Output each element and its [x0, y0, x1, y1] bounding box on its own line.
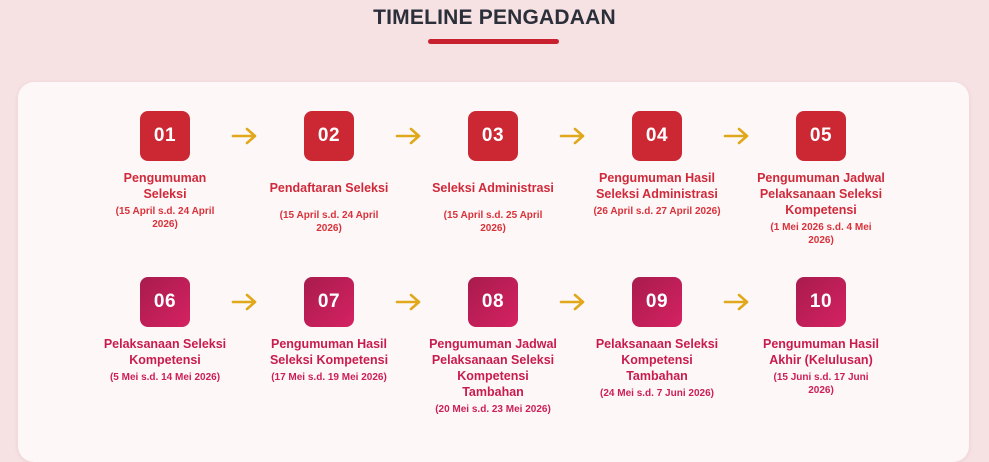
arrow-right-icon	[395, 292, 423, 312]
timeline-step-03	[423, 111, 563, 235]
arrow-right-icon	[723, 126, 751, 146]
step-number-badge: 07	[304, 277, 354, 327]
step-title: Pengumuman Jadwal Pelaksanaan Seleksi Kompetensi Tambahan	[429, 337, 557, 399]
step-title: Pelaksanaan Seleksi Kompetensi Tambahan	[595, 337, 719, 383]
step-title: Seleksi Administrasi	[432, 181, 554, 195]
step-date: (26 April s.d. 27 April 2026)	[593, 206, 721, 217]
step-title: Pelaksanaan Seleksi Kompetensi	[103, 337, 227, 367]
step-number-badge: 02	[304, 111, 354, 161]
step-number-badge: 04	[632, 111, 682, 161]
arrow-right-icon	[559, 126, 587, 146]
step-title: Pengumuman Hasil Akhir (Kelulusan)	[763, 337, 879, 367]
step-number-badge: 05	[796, 111, 846, 161]
step-title: Pendaftaran Seleksi	[269, 181, 389, 195]
step-title: Pengumuman Jadwal Pelaksanaan Seleksi Kompetensi	[757, 171, 885, 217]
step-date: (17 Mei s.d. 19 Mei 2026)	[271, 372, 387, 383]
step-title: Pengumuman Hasil Seleksi Kompetensi	[269, 337, 389, 367]
step-title: Pengumuman Hasil Seleksi Administrasi	[596, 171, 718, 201]
page-title: TIMELINE PENGADAAN	[373, 6, 616, 29]
step-number-badge: 08	[468, 277, 518, 327]
step-number-badge: 06	[140, 277, 190, 327]
timeline-step-10	[751, 277, 891, 397]
timeline-step-05	[751, 111, 891, 247]
step-date: (15 April s.d. 25 April 2026)	[443, 210, 543, 234]
step-number-badge: 03	[468, 111, 518, 161]
timeline-step-04	[587, 111, 727, 219]
step-title: Pengumuman Seleksi	[123, 171, 207, 201]
arrow-right-icon	[723, 292, 751, 312]
timeline-step-06	[95, 277, 235, 385]
timeline-step-07	[259, 277, 399, 385]
step-date: (15 April s.d. 24 April 2026)	[115, 206, 215, 230]
arrow-right-icon	[559, 292, 587, 312]
timeline-step-09	[587, 277, 727, 401]
step-date: (20 Mei s.d. 23 Mei 2026)	[435, 404, 551, 415]
title-underline	[428, 39, 559, 44]
step-number-badge: 10	[796, 277, 846, 327]
timeline-step-01	[95, 111, 235, 231]
timeline-step-02	[259, 111, 399, 235]
step-date: (5 Mei s.d. 14 Mei 2026)	[109, 372, 221, 383]
timeline-step-08	[423, 277, 563, 417]
step-number-badge: 09	[632, 277, 682, 327]
step-date: (15 April s.d. 24 April 2026)	[279, 210, 379, 234]
step-date: (1 Mei 2026 s.d. 4 Mei 2026)	[770, 222, 872, 246]
step-date: (15 Juni s.d. 17 Juni 2026)	[773, 372, 869, 396]
arrow-right-icon	[231, 292, 259, 312]
arrow-right-icon	[395, 126, 423, 146]
arrow-right-icon	[231, 126, 259, 146]
step-date: (24 Mei s.d. 7 Juni 2026)	[600, 388, 714, 399]
step-number-badge: 01	[140, 111, 190, 161]
